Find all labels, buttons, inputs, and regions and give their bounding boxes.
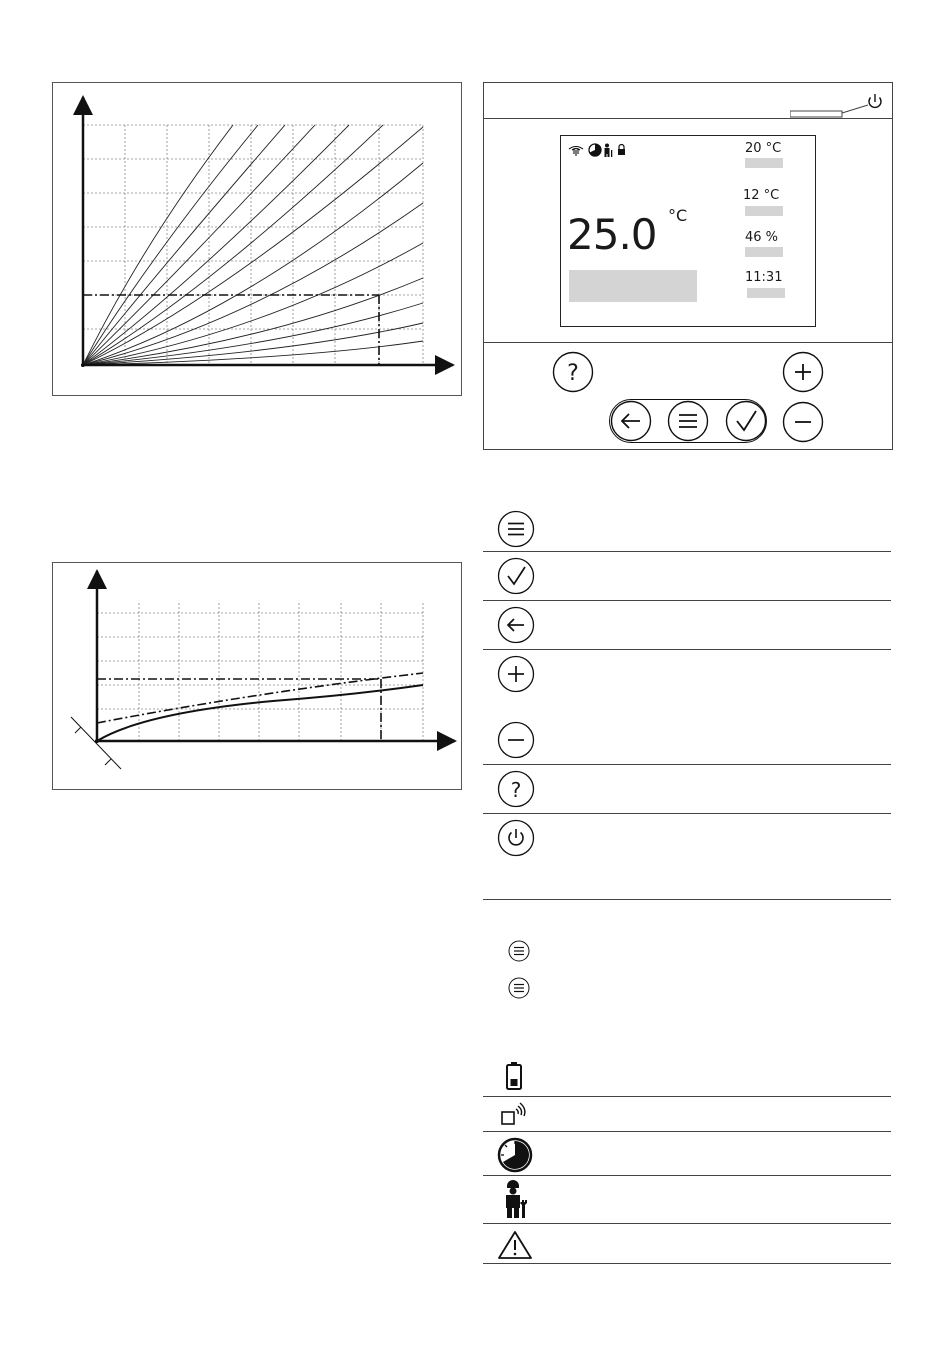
back-button[interactable] <box>610 400 652 442</box>
note-menu-icon <box>508 940 530 962</box>
help-icon <box>567 361 579 386</box>
main-temperature-unit: °C <box>668 206 688 225</box>
legend-divider <box>483 1223 891 1224</box>
power-icon <box>869 94 881 107</box>
heating-curve <box>97 685 423 741</box>
panel-bottom-divider <box>484 342 892 343</box>
legend-confirm-icon <box>497 557 535 595</box>
side-bar-4 <box>747 288 785 298</box>
grid <box>97 603 423 741</box>
side-bar-3 <box>745 247 783 257</box>
main-temperature-value: 25.0 <box>567 210 657 259</box>
reading-lines <box>97 679 381 741</box>
display-screen <box>560 135 816 327</box>
main-bar <box>569 270 697 302</box>
legend-help-icon <box>497 770 535 808</box>
legend-divider <box>483 649 891 650</box>
service-technician-icon <box>605 144 613 158</box>
legend-divider <box>483 600 891 601</box>
side-value-2: 12 °C <box>743 188 780 203</box>
heating-curves-figure <box>52 82 462 396</box>
legend-divider <box>483 899 891 900</box>
note-menu-icon <box>508 977 530 999</box>
legend-divider <box>483 1175 891 1176</box>
antenna-icon <box>569 147 583 157</box>
control-panel <box>483 82 893 450</box>
lock-icon <box>618 145 625 156</box>
legend-plus-icon <box>497 655 535 693</box>
axes <box>81 97 453 367</box>
warning-icon <box>497 1230 533 1260</box>
side-value-3: 46 % <box>745 230 779 245</box>
timer-icon <box>589 144 601 156</box>
legend-back-icon <box>497 606 535 644</box>
svg-text:?: ? <box>567 361 579 386</box>
legend-divider <box>483 764 891 765</box>
side-bar-1 <box>745 158 783 168</box>
legend-divider <box>483 1263 891 1264</box>
timer-icon <box>497 1137 533 1173</box>
legend-power-icon <box>497 819 535 857</box>
plus-button[interactable] <box>782 351 824 393</box>
status-icon-row <box>567 142 637 158</box>
curve-shift-figure <box>52 562 462 790</box>
side-value-4: 11:31 <box>745 270 783 285</box>
legend-divider <box>483 1131 891 1132</box>
battery-icon <box>505 1061 523 1091</box>
power-button[interactable] <box>790 91 886 121</box>
legend-minus-icon <box>497 721 535 759</box>
grid <box>83 125 423 365</box>
legend-divider <box>483 551 891 552</box>
shifted-heating-curve <box>97 673 423 723</box>
service-technician-icon <box>501 1180 529 1220</box>
minus-button[interactable] <box>782 401 824 443</box>
side-bar-2 <box>745 206 783 216</box>
menu-button[interactable] <box>667 400 709 442</box>
svg-text:?: ? <box>510 778 522 802</box>
side-value-1: 20 °C <box>745 141 782 156</box>
legend-divider <box>483 1096 891 1097</box>
legend-menu-icon <box>497 510 535 548</box>
axes <box>95 571 455 743</box>
wireless-signal-icon <box>500 1102 528 1128</box>
confirm-button[interactable] <box>725 400 767 442</box>
help-button[interactable] <box>552 351 594 393</box>
legend-divider <box>483 813 891 814</box>
